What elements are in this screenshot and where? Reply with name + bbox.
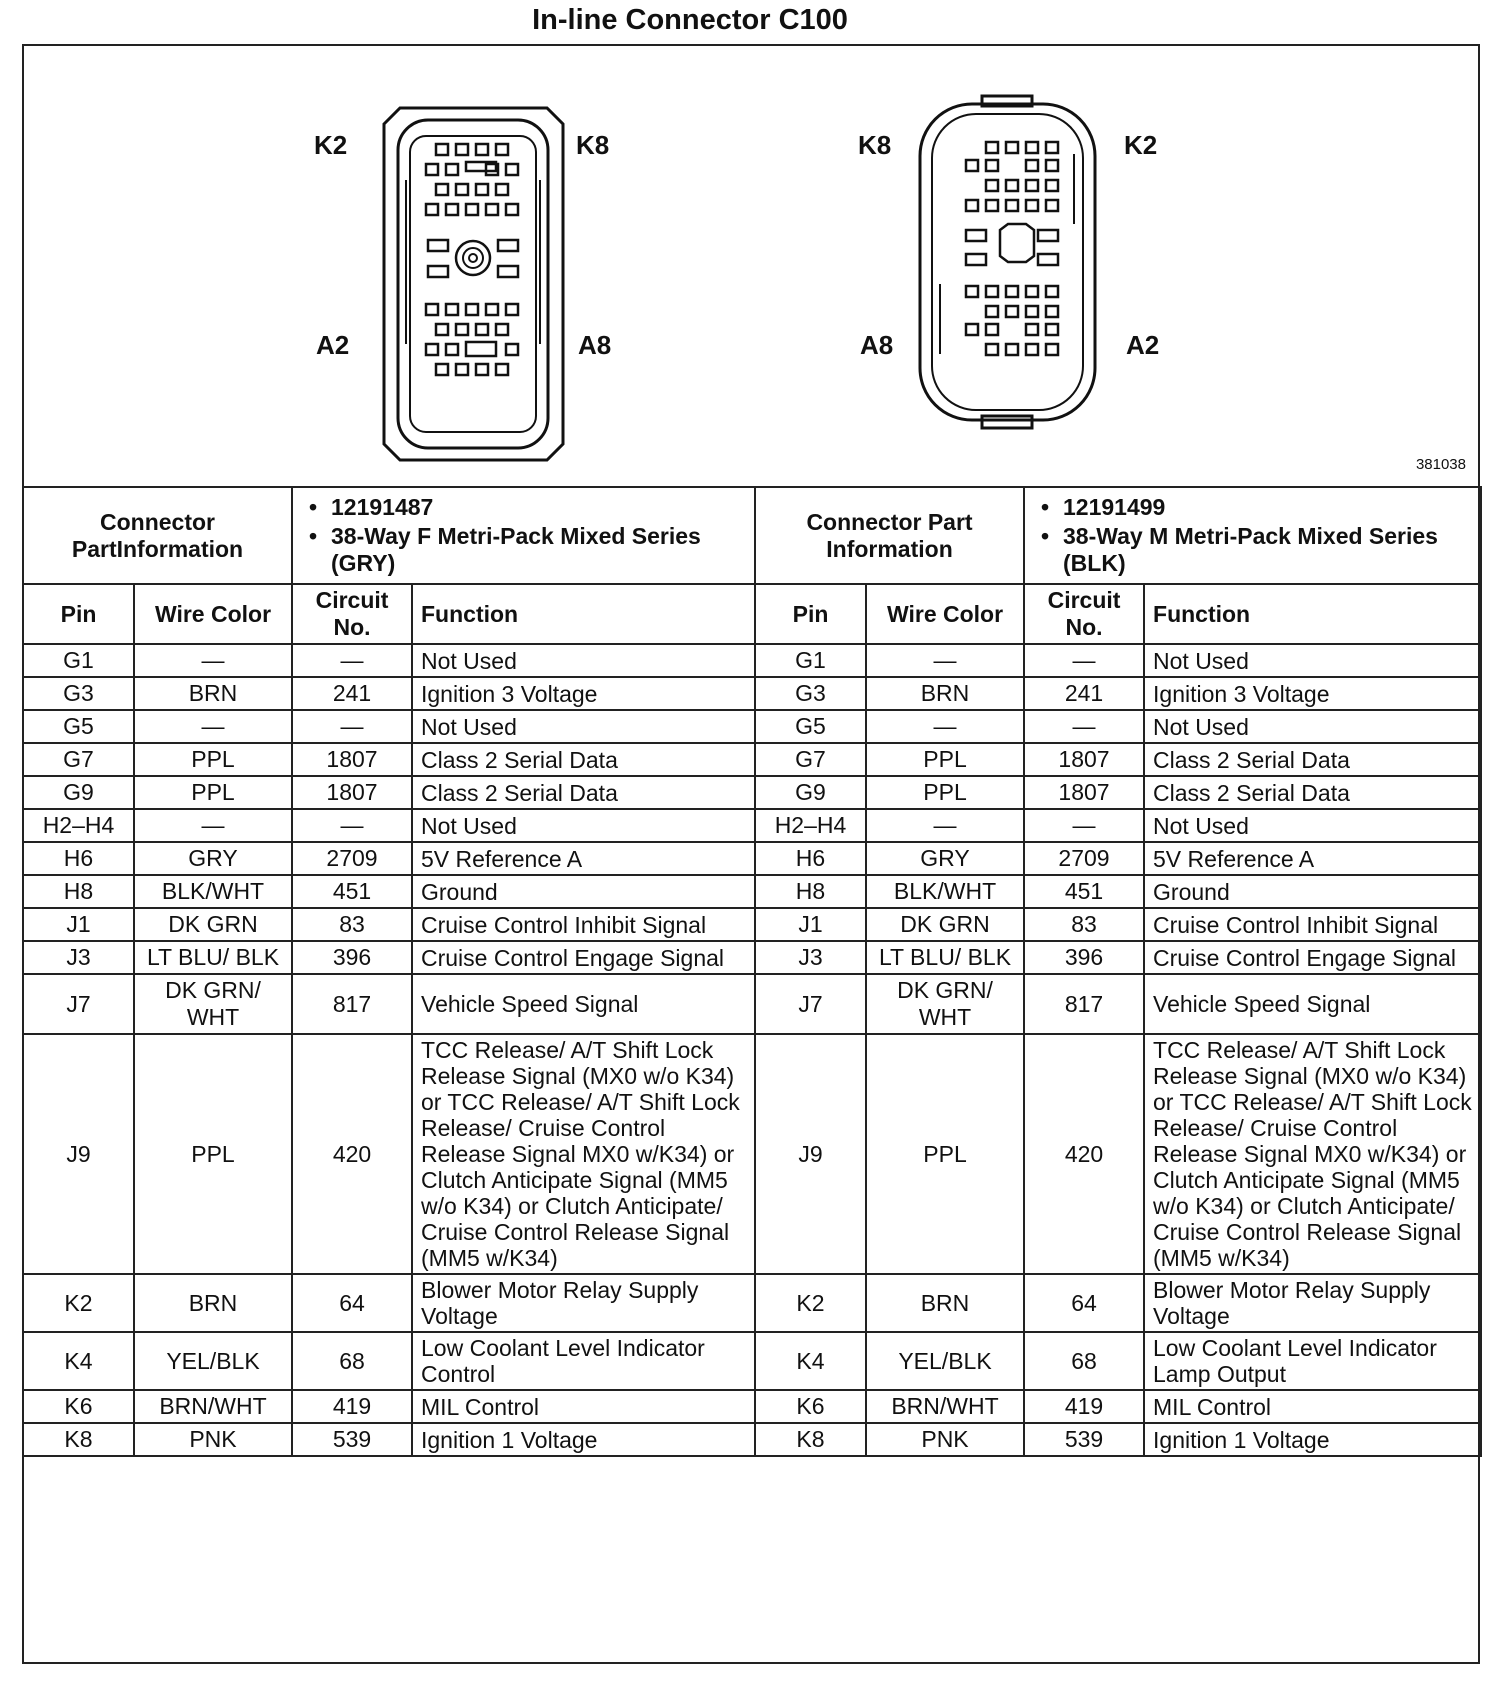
header-wire-color: Wire Color <box>866 584 1024 644</box>
table-row <box>23 875 1481 908</box>
wire-color-cell: DK GRN <box>134 908 292 941</box>
circuit-cell: 420 <box>292 1034 412 1274</box>
function-cell: Cruise Control Inhibit Signal <box>412 908 755 941</box>
pin-label-a2-right: A2 <box>1126 330 1160 360</box>
function-cell: Ignition 1 Voltage <box>412 1423 755 1456</box>
circuit-cell: 64 <box>292 1274 412 1332</box>
function-cell: MIL Control <box>412 1390 755 1423</box>
circuit-cell: 817 <box>292 974 412 1034</box>
connector-figure <box>22 44 1480 488</box>
pin-label-a8-left: A8 <box>578 330 612 360</box>
circuit-cell: — <box>292 809 412 842</box>
wire-color-cell: BRN <box>866 677 1024 710</box>
wire-color-cell: BLK/WHT <box>866 875 1024 908</box>
circuit-cell: 539 <box>1024 1423 1144 1456</box>
pin-cell: K6 <box>755 1390 866 1423</box>
wire-color-cell: — <box>866 710 1024 743</box>
pin-cell: G9 <box>23 776 134 809</box>
wire-color-cell: DK GRN/ WHT <box>866 974 1024 1034</box>
circuit-cell: 1807 <box>1024 743 1144 776</box>
wire-color-cell: PPL <box>866 1034 1024 1274</box>
function-cell: Ignition 1 Voltage <box>1144 1423 1481 1456</box>
wire-color-cell: LT BLU/ BLK <box>866 941 1024 974</box>
pin-cell: J1 <box>23 908 134 941</box>
function-cell: TCC Release/ A/T Shift Lock Release Signal (MX0 w/o K34) or TCC Release/ A/T Shift Lock Release/ Cruise Control Release Signal MX0 w/K34) or Clutch Anticipate Signal (MM5 w/o K34) or Clutch Anticipate/ Cruise Control Release Signal (MM5 w/K34) <box>1144 1034 1481 1274</box>
header-circuit: Circuit No. <box>1024 584 1144 644</box>
circuit-cell: 241 <box>292 677 412 710</box>
function-cell: 5V Reference A <box>412 842 755 875</box>
table-row <box>23 644 1481 677</box>
pin-cell: K6 <box>23 1390 134 1423</box>
wire-color-cell: — <box>866 644 1024 677</box>
pin-cell: K8 <box>23 1423 134 1456</box>
circuit-cell: 396 <box>292 941 412 974</box>
function-cell: Not Used <box>1144 644 1481 677</box>
part-description-right: • 38-Way M Metri-Pack Mixed Series (BLK) <box>1035 523 1470 577</box>
pin-cell: H6 <box>755 842 866 875</box>
circuit-cell: — <box>292 710 412 743</box>
part-info-label-left: Connector PartInformation <box>23 487 292 584</box>
wire-color-cell: GRY <box>134 842 292 875</box>
wire-color-cell: BRN/WHT <box>866 1390 1024 1423</box>
pin-cell: G1 <box>23 644 134 677</box>
pin-cell: H8 <box>755 875 866 908</box>
circuit-cell: — <box>1024 644 1144 677</box>
function-cell: Ground <box>412 875 755 908</box>
wire-color-cell: BRN <box>134 1274 292 1332</box>
header-pin: Pin <box>23 584 134 644</box>
connector-diagrams <box>22 44 1480 488</box>
wire-color-cell: BRN/WHT <box>134 1390 292 1423</box>
function-cell: Vehicle Speed Signal <box>412 974 755 1034</box>
function-cell: Vehicle Speed Signal <box>1144 974 1481 1034</box>
pin-cell: G3 <box>23 677 134 710</box>
pin-cell: K2 <box>23 1274 134 1332</box>
wire-color-cell: — <box>134 710 292 743</box>
wire-color-cell: BLK/WHT <box>134 875 292 908</box>
part-info-left <box>292 487 755 584</box>
pin-cell: J9 <box>755 1034 866 1274</box>
part-number-right: • 12191499 <box>1035 494 1470 521</box>
circuit-cell: 451 <box>292 875 412 908</box>
circuit-cell: 241 <box>1024 677 1144 710</box>
pin-cell: J9 <box>23 1034 134 1274</box>
pin-cell: K4 <box>23 1332 134 1390</box>
circuit-cell: 83 <box>292 908 412 941</box>
function-cell: Cruise Control Engage Signal <box>1144 941 1481 974</box>
pin-cell: G5 <box>755 710 866 743</box>
function-cell: Cruise Control Engage Signal <box>412 941 755 974</box>
pin-cell: J7 <box>755 974 866 1034</box>
wire-color-cell: DK GRN/ WHT <box>134 974 292 1034</box>
pin-cell: G3 <box>755 677 866 710</box>
function-cell: Cruise Control Inhibit Signal <box>1144 908 1481 941</box>
wire-color-cell: BRN <box>134 677 292 710</box>
table-row <box>23 809 1481 842</box>
wire-color-cell: — <box>866 809 1024 842</box>
wire-color-cell: PPL <box>134 776 292 809</box>
circuit-cell: 68 <box>292 1332 412 1390</box>
wire-color-cell: PPL <box>134 1034 292 1274</box>
function-cell: Ground <box>1144 875 1481 908</box>
circuit-cell: 83 <box>1024 908 1144 941</box>
function-cell: Low Coolant Level Indicator Control <box>412 1332 755 1390</box>
header-circuit: Circuit No. <box>292 584 412 644</box>
function-cell: Not Used <box>1144 710 1481 743</box>
function-cell: Class 2 Serial Data <box>1144 743 1481 776</box>
table-row <box>23 974 1481 1034</box>
function-cell: Class 2 Serial Data <box>1144 776 1481 809</box>
pin-cell: H8 <box>23 875 134 908</box>
circuit-cell: 68 <box>1024 1332 1144 1390</box>
table-row <box>23 1390 1481 1423</box>
wire-color-cell: YEL/BLK <box>134 1332 292 1390</box>
header-wire-color: Wire Color <box>134 584 292 644</box>
circuit-cell: — <box>292 644 412 677</box>
circuit-cell: 817 <box>1024 974 1144 1034</box>
figure-number: 381038 <box>1415 456 1466 473</box>
part-info-right <box>1024 487 1481 584</box>
function-cell: Not Used <box>412 644 755 677</box>
circuit-cell: 396 <box>1024 941 1144 974</box>
circuit-cell: 419 <box>1024 1390 1144 1423</box>
circuit-cell: 64 <box>1024 1274 1144 1332</box>
circuit-cell: 2709 <box>292 842 412 875</box>
page-title: In-line Connector C100 <box>532 4 848 36</box>
pin-label-k8-left: K8 <box>576 130 610 160</box>
pin-label-k8-right: K8 <box>858 130 892 160</box>
pin-cell: G9 <box>755 776 866 809</box>
wire-color-cell: — <box>134 644 292 677</box>
function-cell: Blower Motor Relay Supply Voltage <box>1144 1274 1481 1332</box>
function-cell: Blower Motor Relay Supply Voltage <box>412 1274 755 1332</box>
table-row <box>23 710 1481 743</box>
wire-color-cell: GRY <box>866 842 1024 875</box>
circuit-cell: 539 <box>292 1423 412 1456</box>
pin-cell: G5 <box>23 710 134 743</box>
wire-color-cell: PNK <box>866 1423 1024 1456</box>
table-row <box>23 776 1481 809</box>
table-row <box>23 677 1481 710</box>
function-cell: Not Used <box>412 809 755 842</box>
pin-cell: H2–H4 <box>755 809 866 842</box>
function-cell: Low Coolant Level Indicator Lamp Output <box>1144 1332 1481 1390</box>
pin-cell: K4 <box>755 1332 866 1390</box>
pin-label-k2-right: K2 <box>1124 130 1158 160</box>
part-number-left: • 12191487 <box>303 494 744 521</box>
table-row <box>23 743 1481 776</box>
pin-cell: J3 <box>755 941 866 974</box>
function-cell: TCC Release/ A/T Shift Lock Release Signal (MX0 w/o K34) or TCC Release/ A/T Shift Lock Release/ Cruise Control Release Signal MX0 w/K34) or Clutch Anticipate Signal (MM5 w/o K34) or Clutch Anticipate/ Cruise Control Release Signal (MM5 w/K34) <box>412 1034 755 1274</box>
table-row <box>23 842 1481 875</box>
circuit-cell: 419 <box>292 1390 412 1423</box>
pin-label-k2-left: K2 <box>314 130 348 160</box>
circuit-cell: 451 <box>1024 875 1144 908</box>
circuit-cell: 1807 <box>1024 776 1144 809</box>
wire-color-cell: LT BLU/ BLK <box>134 941 292 974</box>
circuit-cell: 1807 <box>292 776 412 809</box>
pin-cell: K2 <box>755 1274 866 1332</box>
wire-color-cell: PPL <box>866 743 1024 776</box>
wire-color-cell: DK GRN <box>866 908 1024 941</box>
header-function: Function <box>1144 584 1481 644</box>
pin-label-a8-right: A8 <box>860 330 894 360</box>
pin-cell: H6 <box>23 842 134 875</box>
pin-cell: G1 <box>755 644 866 677</box>
header-pin: Pin <box>755 584 866 644</box>
wire-color-cell: PPL <box>134 743 292 776</box>
pin-cell: J3 <box>23 941 134 974</box>
function-cell: 5V Reference A <box>1144 842 1481 875</box>
part-description-left: • 38-Way F Metri-Pack Mixed Series (GRY) <box>303 523 744 577</box>
circuit-cell: — <box>1024 809 1144 842</box>
pin-cell: J1 <box>755 908 866 941</box>
wire-color-cell: YEL/BLK <box>866 1332 1024 1390</box>
function-cell: Not Used <box>412 710 755 743</box>
circuit-cell: 2709 <box>1024 842 1144 875</box>
function-cell: Ignition 3 Voltage <box>412 677 755 710</box>
wire-color-cell: BRN <box>866 1274 1024 1332</box>
function-cell: Class 2 Serial Data <box>412 743 755 776</box>
wire-color-cell: PNK <box>134 1423 292 1456</box>
table-row <box>23 1423 1481 1456</box>
header-function: Function <box>412 584 755 644</box>
circuit-cell: 1807 <box>292 743 412 776</box>
function-cell: Class 2 Serial Data <box>412 776 755 809</box>
pin-cell: H2–H4 <box>23 809 134 842</box>
female-connector-drawing <box>384 108 563 460</box>
table-row <box>23 941 1481 974</box>
table-row <box>23 1274 1481 1332</box>
pin-label-a2-left: A2 <box>316 330 350 360</box>
male-connector-drawing <box>920 96 1095 428</box>
pin-cell: G7 <box>755 743 866 776</box>
function-cell: MIL Control <box>1144 1390 1481 1423</box>
table-row <box>23 1034 1481 1274</box>
wire-color-cell: PPL <box>866 776 1024 809</box>
pinout-table <box>22 486 1482 1457</box>
function-cell: Not Used <box>1144 809 1481 842</box>
circuit-cell: 420 <box>1024 1034 1144 1274</box>
table-row <box>23 908 1481 941</box>
column-header-row <box>23 584 1481 644</box>
pin-cell: K8 <box>755 1423 866 1456</box>
circuit-cell: — <box>1024 710 1144 743</box>
table-row <box>23 1332 1481 1390</box>
function-cell: Ignition 3 Voltage <box>1144 677 1481 710</box>
pin-cell: J7 <box>23 974 134 1034</box>
pin-cell: G7 <box>23 743 134 776</box>
part-info-label-right: Connector Part Information <box>755 487 1024 584</box>
wire-color-cell: — <box>134 809 292 842</box>
